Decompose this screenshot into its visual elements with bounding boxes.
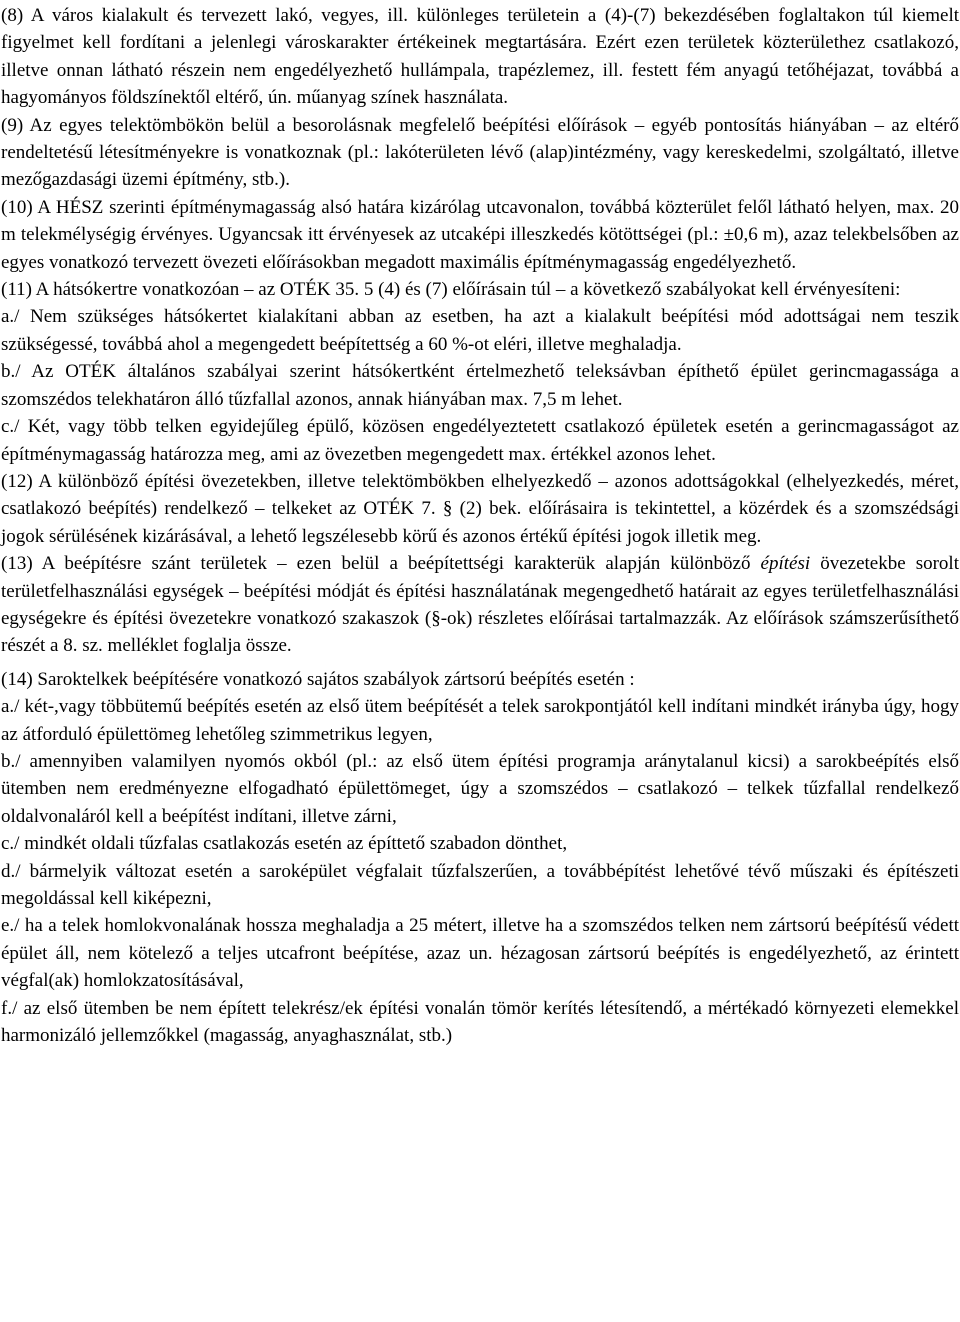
paragraph-9: (9) Az egyes telektömbökön belül a besorolásnak megfelelő beépítési előírások – egyéb pontosítás hiányában – az eltérő rendeltetésű létesítményekre is vonatkoznak (pl.: lakóterületen lévő (alap)intézmény, vagy kereskedelmi, szolgáltató, illetve mezőgazdasági üzemi építmény, stb.). bbox=[1, 114, 959, 191]
paragraph-14-d: d./ bármelyik változat esetén a saroképület végfalait tűzfalszerűen, a továbbépítést lehetővé tévő műszaki és építészeti megoldással kell kiképezni, bbox=[1, 860, 959, 909]
paragraph-10: (10) A HÉSZ szerinti építménymagasság alsó határa kizárólag utcavonalon, továbbá közterület felől látható helyen, max. 20 m telekmélységig érvényes. Ugyancsak itt érvényesek az utcaképi illeszkedés kötöttségei (pl.: ±0,6 m), azaz telekbelsőben az egyes vonatkozó tervezett övezeti előírásokban megadott maximális építménymagasság engedélyezhető. bbox=[1, 196, 959, 273]
paragraph-14-c: c./ mindkét oldali tűzfalas csatlakozás esetén az építtető szabadon dönthet, bbox=[1, 833, 568, 855]
paragraph-14-f: f./ az első ütemben be nem épített telekrész/ek építési vonalán tömör kerítés létesítendő, a mértékadó környezeti elemekkel harmonizáló jellemzőkkel (magasság, anyaghasználat, stb.) bbox=[1, 997, 959, 1047]
paragraph-13-end: övezetekbe sorolt területfelhasználási egységek – beépítési módját és építési használatának megengedhető határait az egyes területfelhasználási egységekre és építési övezetekre vonatkozó szakaszok (§-ok) részletes előírásai tartalmazzák. Az előírások számszerűsíthető részét a 8. sz. melléklet foglalja össze. bbox=[1, 553, 959, 657]
paragraph-13 bbox=[1, 550, 959, 660]
paragraph-13-start: (13) A beépítésre szánt területek – ezen belül a beépítettségi karakterük alapján különböző bbox=[1, 553, 761, 575]
paragraph-11-a: a./ Nem szükséges hátsókertet kialakítani abban az esetben, ha azt a kialakult beépítési mód adottságai nem teszik szükségessé, továbbá ahol a megengedett beépítettség a 60 %-ot eléri, illetve meghaladja. bbox=[1, 306, 959, 355]
paragraph-11-b: b./ Az OTÉK általános szabályai szerint hátsókertként értelmezhető teleksávban építhető épület gerincmagassága a szomszédos telekhatáron álló tűzfallal azonos, annak hiányában max. 7,5 m lehet. bbox=[1, 361, 959, 410]
paragraph-14-e: e./ ha a telek homlokvonalának hossza meghaladja a 25 métert, illetve ha a szomszédos telken nem zártsorú beépítésű védett épület áll, nem kötelező a teljes utcafront beépítése, azaz un. hézagosan zártsorú beépítés is engedélyezhető, az érintett végfal(ak) homlokzatosításával, bbox=[1, 915, 959, 992]
paragraph-14-a: a./ két-,vagy többütemű beépítés esetén az első ütem beépítését a telek sarokpontjától kell indítani mindkét irányba úgy, hogy az átforduló épülettömeg lehetőleg szimmetrikus legyen, bbox=[1, 696, 959, 745]
paragraph-14-b: b./ amennyiben valamilyen nyomós okból (pl.: az első ütem építési programja aránytalanul kicsi) a sarokbeépítés első ütemben nem eredményezne elfogadható épülettömeget, úgy a szomszédos – csatlakozó – telkek tűzfallal rendelkező oldalvonaláról kell a beépítést indítani, illetve zárni, bbox=[1, 750, 959, 827]
paragraph-11: (11) A hátsókertre vonatkozóan – az OTÉK 35. 5 (4) és (7) előírásain túl – a következő szabályokat kell érvényesíteni: bbox=[1, 279, 901, 301]
paragraph-8: (8) A város kialakult és tervezett lakó, vegyes, ill. különleges területein a (4)-(7) bekezdésében foglaltakon túl kiemelt figyelmet kell fordítani a jelenlegi városkarakter értékeinek megtartására. Ezért ezen területek közterülethez csatlakozó, illetve onnan látható részein nem engedélyezhető hullámpala, trapézlemez, ill. festett fém anyagú tetőhéjazat, továbbá a hagyományos földszínektől eltérő, ún. műanyag színek használata. bbox=[1, 5, 959, 109]
paragraph-11-c: c./ Két, vagy több telken egyidejűleg épülő, közösen engedélyeztetett csatlakozó épületek esetén a gerincmagasságot az építménymagasság határozza meg, ami az övezetben megengedett max. értékkel azonos lehet. bbox=[1, 416, 959, 465]
paragraph-12: (12) A különböző építési övezetekben, illetve telektömbökben elhelyezkedő – azonos adottságokkal (elhelyezkedés, méret, csatlakozó beépítés) rendelkező – telkeket az OTÉK 7. § (2) bek. előírásaira is tekintettel, a közérdek és a szomszédsági jogok sérülésének kizárásával, a lehető legszélesebb körű és azonos értékű építési jogok illetik meg. bbox=[1, 470, 959, 547]
paragraph-14: (14) Saroktelkek beépítésére vonatkozó sajátos szabályok zártsorú beépítés esetén : bbox=[1, 668, 635, 690]
paragraph-13-italic-term: építési bbox=[760, 553, 811, 575]
